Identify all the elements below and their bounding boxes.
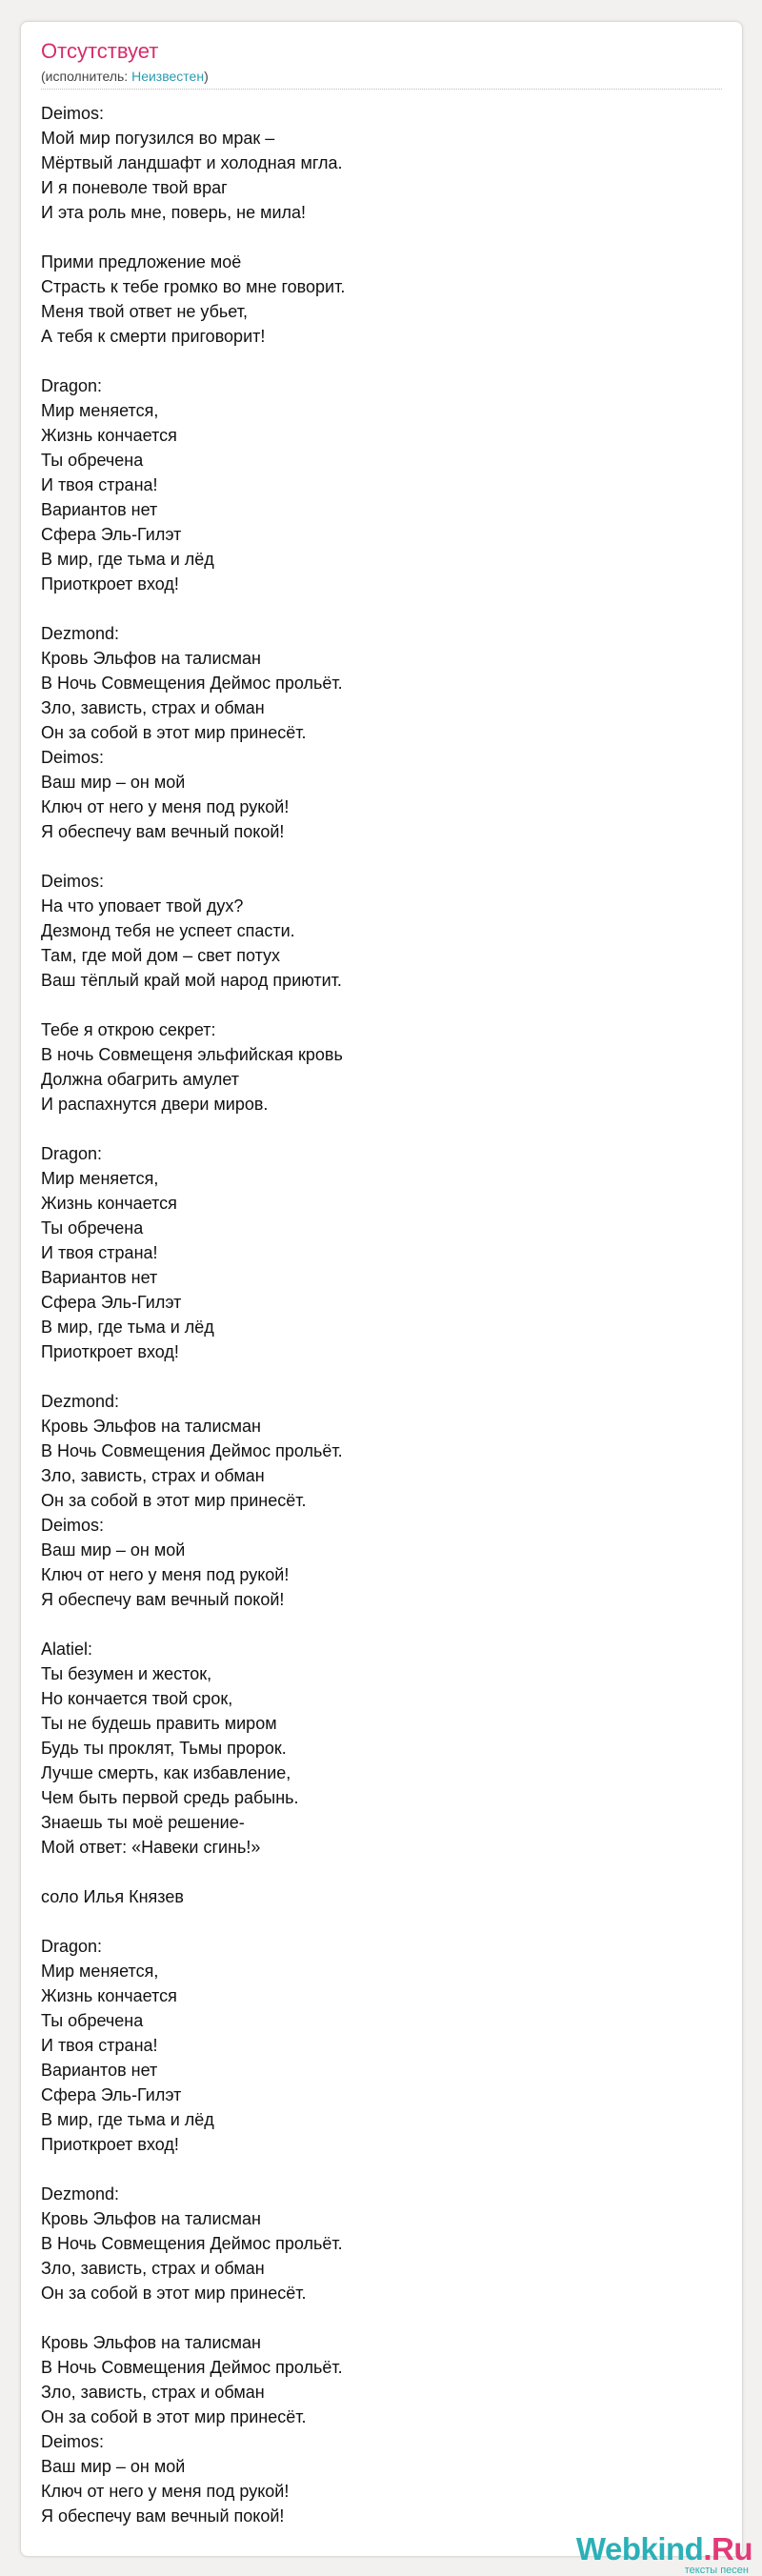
logo-wordmark <box>562 2532 752 2566</box>
lyrics-text: Deimos: Мой мир погузился во мрак – Мёртвый ландшафт и холодная мгла. И я поневоле твой враг И эта роль мне, поверь, не мила! Прими предложение моё Страсть к тебе громко во мне говорит. Меня твой ответ не убьет, А тебя к смерти приговорит! Dragon: Мир меняется, Жизнь кончается Ты обречена И твоя страна! Вариантов нет Сфера Эль-Гилэт В мир, где тьма и лёд Приоткроет вход! Dezmond: Кровь Эльфов на талисман В Ночь Совмещения Деймос прольёт. Зло, зависть, страх и обман Он за собой в этот мир принесёт. Deimos: Ваш мир – он мой Ключ от него у меня под рукой! Я обеспечу вам вечный покой! Deimos: На что уповает твой дух? Дезмонд тебя не успеет спасти. Там, где мой дом – свет потух Ваш тёплый край мой народ приютит. Тебе я открою секрет: В ночь Совмещеня эльфийская кровь Должна обагрить амулет И распахнутся двери миров. Dragon: Мир меняется, Жизнь кончается Ты обречена И твоя страна! Вариантов нет Сфера Эль-Гилэт В мир, где тьма и лёд Приоткроет вход! Dezmond: Кровь Эльфов на талисман В Ночь Совмещения Деймос прольёт. Зло, зависть, страх и обман Он за собой в этот мир принесёт. Deimos: Ваш мир – он мой Ключ от него у меня под рукой! Я обеспечу вам вечный покой! Alatiel: Ты безумен и жесток, Но кончается твой срок, Ты не будешь править миром Будь ты проклят, Тьмы пророк. Лучше смерть, как избавление, Чем быть первой средь рабынь. Знаешь ты моё решение- Мой ответ: «Навеки сгинь!» соло Илья Князев Dragon: Мир меняется, Жизнь кончается Ты обречена И твоя страна! Вариантов нет Сфера Эль-Гилэт В мир, где тьма и лёд Приоткроет вход! Dezmond: Кровь Эльфов на талисман В Ночь Совмещения Деймос прольёт. Зло, зависть, страх и обман Он за собой в этот мир принесёт. Кровь Эльфов на талисман В Ночь Совмещения Деймос прольёт. Зло, зависть, страх и обман Он за собой в этот мир принесёт. Deimos: Ваш мир – он мой Ключ от него у меня под рукой! Я обеспечу вам вечный покой! <box>41 104 346 2526</box>
song-title: Отсутствует <box>41 39 159 63</box>
logo-tagline: тексты песен <box>684 2565 749 2576</box>
performer-prefix: (исполнитель: <box>41 69 132 84</box>
performer-suffix: ) <box>204 69 209 84</box>
performer-line <box>41 69 209 84</box>
logo-name-main: Webkind <box>575 2531 704 2566</box>
logo-name-suffix: .Ru <box>703 2531 752 2566</box>
dotted-divider <box>41 89 722 90</box>
performer-link[interactable]: Неизвестен <box>131 69 205 84</box>
lyrics-card <box>20 21 743 2557</box>
webkind-logo[interactable] <box>562 2532 752 2576</box>
